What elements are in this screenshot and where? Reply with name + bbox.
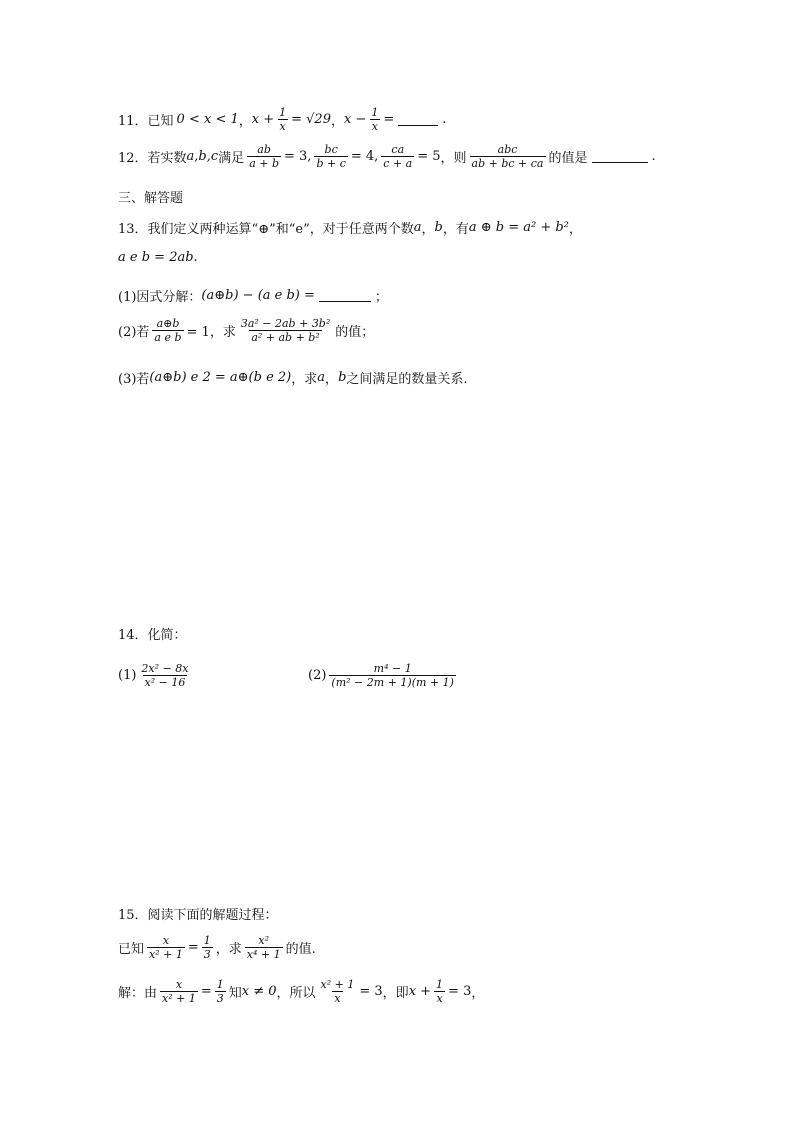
q13-p2-f1-num: a⊕b: [156, 317, 180, 330]
q15-l3-ie: ，即: [382, 986, 409, 1001]
q12-tail: 的值是: [548, 151, 588, 166]
q13-p1-end: ；: [374, 290, 388, 305]
q15-l3-eq2: = 3: [359, 984, 383, 999]
q11-number: 11．已知: [118, 114, 174, 129]
q12-f4-num: abc: [497, 143, 518, 156]
question-12: [118, 143, 656, 170]
q11-f2-den: x: [371, 120, 378, 133]
q15-l2-fraction-2: [202, 934, 213, 961]
q11-fraction-2: [369, 106, 380, 133]
q15-l3-fraction-4: [434, 978, 445, 1005]
q15-l2-tail: 的值.: [285, 942, 316, 957]
q13-p2-tail: 的值；: [335, 325, 375, 340]
q15-l3-f1-den: x² + 1: [162, 992, 196, 1005]
q11-f1-den: x: [279, 120, 286, 133]
q12-fraction-2: [314, 143, 347, 170]
q15-l3-fraction-1: [160, 978, 198, 1005]
q15-l3-pre: 解：由: [118, 986, 158, 1001]
q11-fraction-1: [277, 106, 288, 133]
q15-line-2: [118, 934, 316, 961]
q15-l3-end: ，: [471, 986, 485, 1001]
q15-l3-fraction-3: [319, 978, 357, 1005]
q11-end: .: [442, 112, 447, 127]
q14-p2-label: (2): [308, 668, 327, 683]
q11-answer-blank[interactable]: [398, 113, 438, 126]
q13-line-2: [118, 250, 198, 265]
q15-l3-f1-num: x: [175, 978, 183, 991]
q13-p2-f2-num: 3a² − 2ab + 3b²: [240, 317, 331, 330]
q15-l3-f2-num: 1: [216, 978, 224, 991]
q12-end: .: [651, 149, 656, 164]
q13-part-2: [118, 317, 374, 344]
q15-l3-eq3: = 3: [448, 984, 472, 999]
q11-sep: ，: [238, 114, 252, 129]
q15-l3-cond: x ≠ 0: [241, 984, 277, 999]
q13-p3-label: (3)若: [118, 372, 150, 387]
q13-p1-label: (1)因式分解：: [118, 290, 202, 305]
q13-def1: a ⊕ b = a² + b²: [468, 220, 569, 235]
q12-v1: = 3,: [284, 149, 312, 164]
q13-p1-expr: (a⊕b) − (a e b) =: [201, 288, 315, 303]
q15-l3-know: 知: [228, 986, 242, 1001]
q14-part-2: [308, 662, 459, 689]
q14-part-1: [118, 662, 193, 689]
q13-p3-b: b: [338, 370, 347, 385]
q15-l3-x: x +: [408, 984, 432, 999]
q13-p2-label: (2)若: [118, 325, 150, 340]
q13-a: a: [413, 220, 422, 235]
q15-l2-f3-den: x⁴ + 1: [246, 948, 281, 961]
q11-expr1: x +: [251, 112, 275, 127]
question-11: [118, 106, 446, 133]
q15-l2-pre: 已知: [118, 942, 145, 957]
q12-f1-den: a + b: [249, 157, 279, 170]
q13-line-1: [118, 218, 582, 237]
q13-p3-tail-2: ，: [325, 372, 339, 387]
q14-p2-den: (m² − 2m + 1)(m + 1): [331, 676, 454, 689]
q14-p2-num: m⁴ − 1: [373, 662, 412, 675]
q13-p2-fraction-2: [239, 317, 332, 344]
q11-condition: 0 < x < 1: [176, 112, 239, 127]
q12-f2-num: bc: [324, 143, 338, 156]
q14-p1-den: x² − 16: [144, 676, 186, 689]
q13-comma2: ，: [568, 222, 582, 237]
q13-p2-f2-den: a² + ab + b²: [251, 331, 320, 344]
q12-f1-num: ab: [257, 143, 271, 156]
q12-number: 12．若实数: [118, 151, 187, 166]
q15-l3-f3-num: x² + 1: [320, 978, 355, 991]
q12-f3-num: ca: [391, 143, 405, 156]
q15-title: 15．阅读下面的解题过程：: [118, 908, 278, 923]
q13-def2: a e b = 2ab: [118, 250, 194, 265]
q12-then: ，则: [440, 151, 467, 166]
q14-p1-fraction: [139, 662, 190, 689]
q15-l3-f3-den: x: [334, 992, 341, 1005]
q13-comma: ，: [421, 222, 435, 237]
q13-p2-f1-den: a e b: [154, 331, 182, 344]
q12-f3-den: c + a: [383, 157, 413, 170]
q15-l3-f4-den: x: [436, 992, 443, 1005]
q15-l3-so: ，所以: [276, 986, 316, 1001]
q15-l3-f4-num: 1: [436, 978, 444, 991]
q15-l3-f2-den: 3: [216, 992, 224, 1005]
q13-dot: .: [193, 250, 198, 265]
q13-p2-fraction-1: [152, 317, 183, 344]
q12-fraction-3: [381, 143, 414, 170]
q11-eq1: = √29: [291, 112, 331, 127]
section-heading: 三、解答题: [118, 191, 184, 206]
q13-part-3: [118, 368, 468, 387]
q13-intro: 13．我们定义两种运算“⊕”和“e”，对于任意两个数: [118, 222, 414, 237]
q11-expr2: x −: [344, 112, 367, 127]
q12-v3: = 5: [417, 149, 441, 164]
q11-f1-num: 1: [279, 106, 287, 119]
q15-l2-f1-den: x² + 1: [149, 948, 183, 961]
q15-l2-mid: ，求: [215, 942, 242, 957]
q15-l3-fraction-2: [215, 978, 226, 1005]
q12-cond: 满足: [218, 151, 245, 166]
q12-f2-den: b + c: [316, 157, 346, 170]
q14-p2-fraction: [329, 662, 456, 689]
q12-fraction-1: [247, 143, 281, 170]
q13-p3-tail-1: ，求: [291, 372, 318, 387]
q12-v2: = 4,: [350, 149, 379, 164]
q13-b: b: [434, 220, 443, 235]
q12-fraction-4: [470, 143, 546, 170]
q13-p3-tail-3: 之间满足的数量关系.: [346, 372, 468, 387]
q15-l2-f3-num: x²: [258, 934, 269, 947]
q15-line-3: [118, 978, 484, 1005]
q13-part-1: [118, 286, 388, 305]
q13-have: ，有: [442, 222, 469, 237]
q14-title: 14．化简：: [118, 628, 187, 643]
q13-p3-a: a: [317, 370, 326, 385]
q15-l2-fraction-3: [245, 934, 283, 961]
q12-answer-blank[interactable]: [592, 150, 648, 163]
q12-vars: a,b,c: [186, 149, 219, 164]
q11-eq2: =: [383, 112, 395, 127]
q15-l2-f1-num: x: [162, 934, 170, 947]
q12-f4-den: ab + bc + ca: [471, 157, 544, 170]
q13-p3-expr: (a⊕b) e 2 = a⊕(b e 2): [149, 370, 292, 385]
q15-l2-fraction-1: [147, 934, 185, 961]
q13-p1-answer-blank[interactable]: [319, 289, 371, 302]
q14-p1-label: (1): [118, 668, 137, 683]
q15-l3-eq: =: [200, 984, 212, 999]
q15-l2-eq: =: [187, 940, 199, 955]
q11-sep2: ，: [330, 114, 344, 129]
q15-l2-f2-num: 1: [203, 934, 211, 947]
q11-f2-num: 1: [371, 106, 379, 119]
q14-p1-num: 2x² − 8x: [141, 662, 189, 675]
q13-p2-eq: = 1，求: [186, 325, 236, 340]
q15-l2-f2-den: 3: [203, 948, 211, 961]
